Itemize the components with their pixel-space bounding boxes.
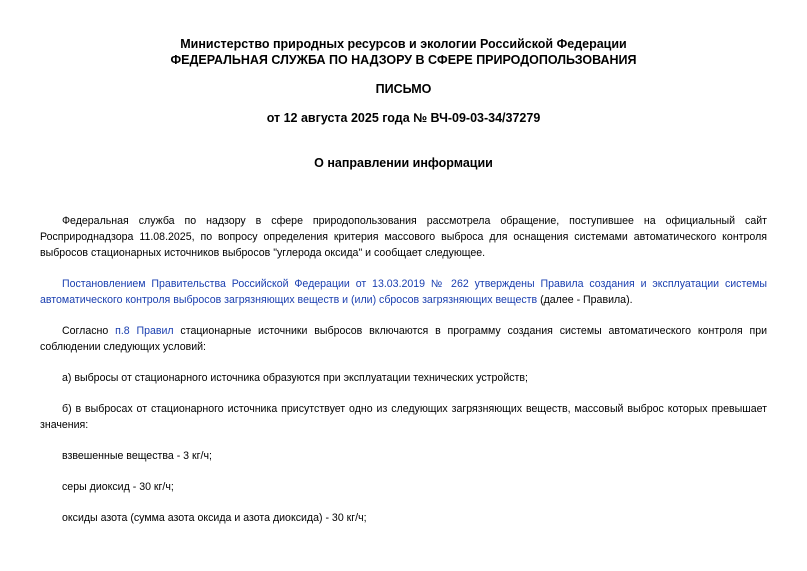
service-title: ФЕДЕРАЛЬНАЯ СЛУЖБА ПО НАДЗОРУ В СФЕРЕ ПРИРОДОПОЛЬЗОВАНИЯ	[170, 53, 637, 67]
conditions-tail: стационарные источники выбросов включаются в программу создания системы автоматического контроля при соблюдении следующих условий:	[40, 325, 768, 353]
condition-item-b: б) в выбросах от стационарного источника присутствует одно из следующих загрязняющих веществ, массовый выброс которых превышает значения:	[40, 403, 767, 431]
ministry-title: Министерство природных ресурсов и экологии Российской Федерации	[180, 37, 627, 51]
document-subject: О направлении информации	[314, 156, 493, 170]
condition-item-a: а) выбросы от стационарного источника образуются при эксплуатации технических устройств;	[62, 372, 528, 384]
document-date-number: от 12 августа 2025 года № ВЧ-09-03-34/37279	[266, 111, 541, 125]
decree-link[interactable]: Постановлением Правительства Российской Федерации от 13.03.2019 № 262 утверждены Правила создания и эксплуатации системы автоматического контроля выбросов загрязняющих веществ и (или) сбросов загрязняющих веществ	[40, 278, 767, 306]
threshold-suspended-solids: взвешенные вещества - 3 кг/ч;	[62, 450, 212, 462]
paragraph-intro: Федеральная служба по надзору в сфере природопользования рассмотрела обращение, поступившее на официальный сайт Росприроднадзора 11.08.2025, по вопросу определения критерия массового выброса для оснащения системами автоматического контроля выбросов стационарных источников выбросов "углерода оксида" и сообщает следующее.	[40, 215, 767, 259]
threshold-sulfur-dioxide: серы диоксид - 30 кг/ч;	[62, 481, 174, 493]
document-type: ПИСЬМО	[375, 82, 432, 96]
rules-item-link[interactable]: п.8 Правил	[115, 325, 174, 337]
decree-tail: (далее - Правила).	[537, 294, 633, 306]
paragraph-decree	[40, 276, 767, 308]
conditions-pre: Согласно	[62, 325, 116, 337]
threshold-nitrogen-oxides: оксиды азота (сумма азота оксида и азота диоксида) - 30 кг/ч;	[62, 512, 367, 524]
paragraph-conditions	[40, 323, 767, 355]
